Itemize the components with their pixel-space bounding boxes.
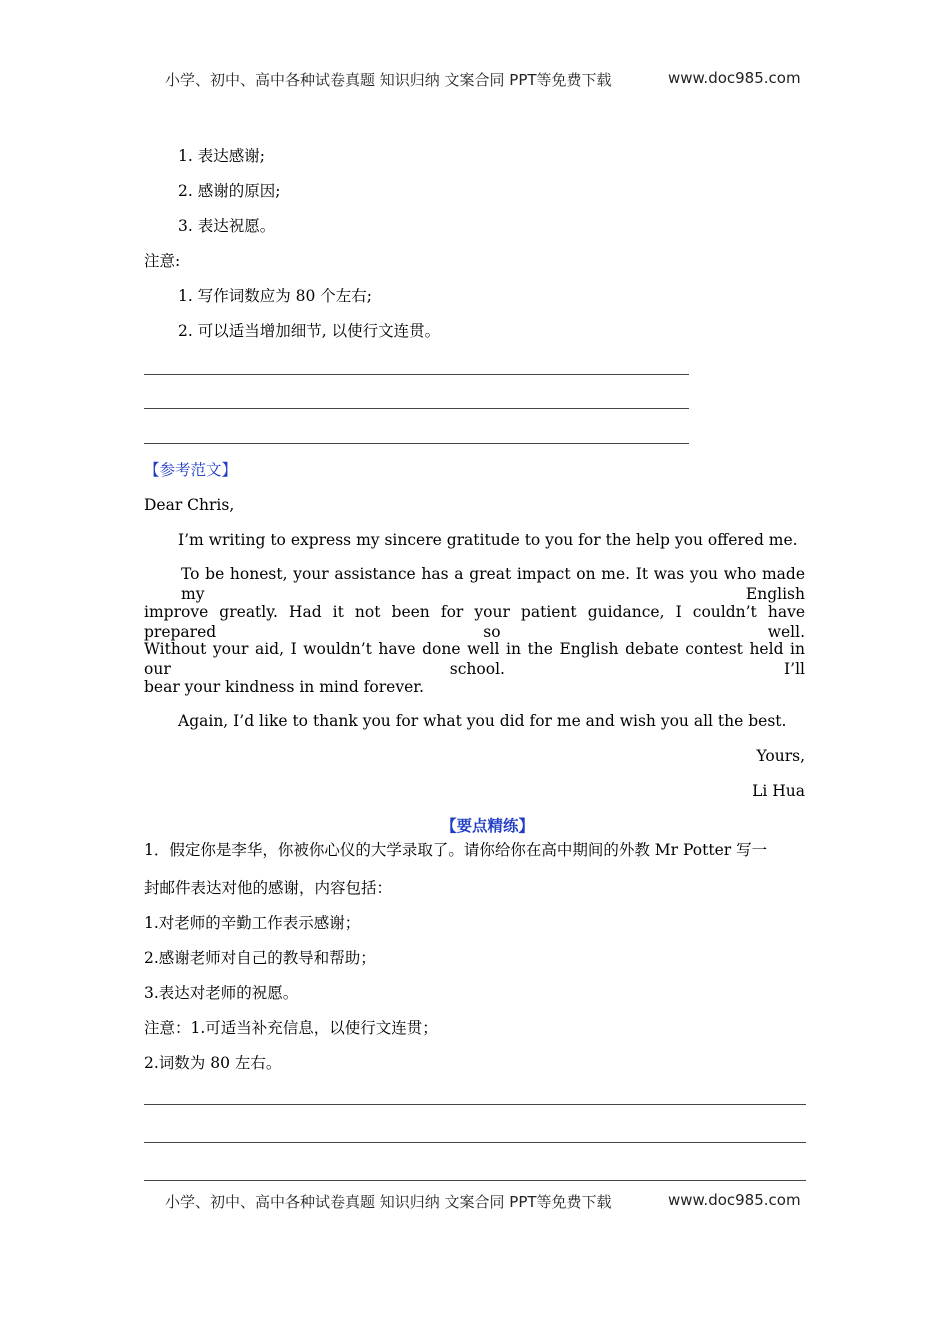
requirement-1: 1.对老师的辛勤工作表示感谢； <box>144 914 361 932</box>
writing-line <box>144 1180 806 1181</box>
note-2: 2. 可以适当增加细节, 以使行文连贯。 <box>178 322 441 340</box>
letter-greeting: Dear Chris, <box>144 496 235 514</box>
letter-signature: Li Hua <box>752 782 805 800</box>
task-point-1: 1. 表达感谢; <box>178 147 265 165</box>
sample-heading: 【参考范文】 <box>144 461 238 479</box>
writing-line <box>144 374 689 375</box>
letter-closing: Yours, <box>756 747 805 765</box>
practice-note-2: 2.词数为 80 左右。 <box>144 1054 282 1072</box>
writing-line <box>144 408 689 409</box>
letter-para-2-line-4: bear your kindness in mind forever. <box>144 678 424 696</box>
letter-para-1: I’m writing to express my sincere gratitude to you for the help you offered me. <box>178 531 798 549</box>
task-point-2: 2. 感谢的原因; <box>178 182 281 200</box>
question-1-line-2: 封邮件表达对他的感谢，内容包括： <box>144 879 393 897</box>
page-footer <box>165 1191 612 1212</box>
requirement-3: 3.表达对老师的祝愿。 <box>144 984 299 1002</box>
page-header <box>165 69 612 90</box>
writing-line <box>144 1142 806 1143</box>
note-label: 注意: <box>144 252 181 270</box>
task-point-3: 3. 表达祝愿。 <box>178 217 276 235</box>
header-site-link[interactable]: www.doc985.com <box>668 69 801 87</box>
letter-para-2-line-1: To be honest, your assistance has a great impact on me. It was you who made my English <box>181 565 805 603</box>
writing-line <box>144 443 689 444</box>
question-1-line-1: 1．假定你是李华，你被你心仪的大学录取了。请你给你在高中期间的外教 Mr Potter 写一 <box>144 841 768 859</box>
letter-para-2-line-2: improve greatly. Had it not been for your patient guidance, I couldn’t have prepared so well. <box>144 603 805 641</box>
writing-line <box>144 1104 806 1105</box>
practice-heading: 【要点精练】 <box>441 816 535 835</box>
header-text: 小学、初中、高中各种试卷真题 知识归纳 文案合同 PPT等免费下载 <box>165 71 612 89</box>
letter-para-2-line-3: Without your aid, I wouldn’t have done well in the English debate contest held in our school. I’ll <box>144 640 805 678</box>
note-1: 1. 写作词数应为 80 个左右; <box>178 287 373 305</box>
practice-note: 注意：1.可适当补充信息，以使行文连贯； <box>144 1019 438 1037</box>
requirement-2: 2.感谢老师对自己的教导和帮助； <box>144 949 376 967</box>
footer-site-link[interactable]: www.doc985.com <box>668 1191 801 1209</box>
footer-text: 小学、初中、高中各种试卷真题 知识归纳 文案合同 PPT等免费下载 <box>165 1193 612 1211</box>
letter-para-3: Again, I’d like to thank you for what you did for me and wish you all the best. <box>178 712 787 730</box>
